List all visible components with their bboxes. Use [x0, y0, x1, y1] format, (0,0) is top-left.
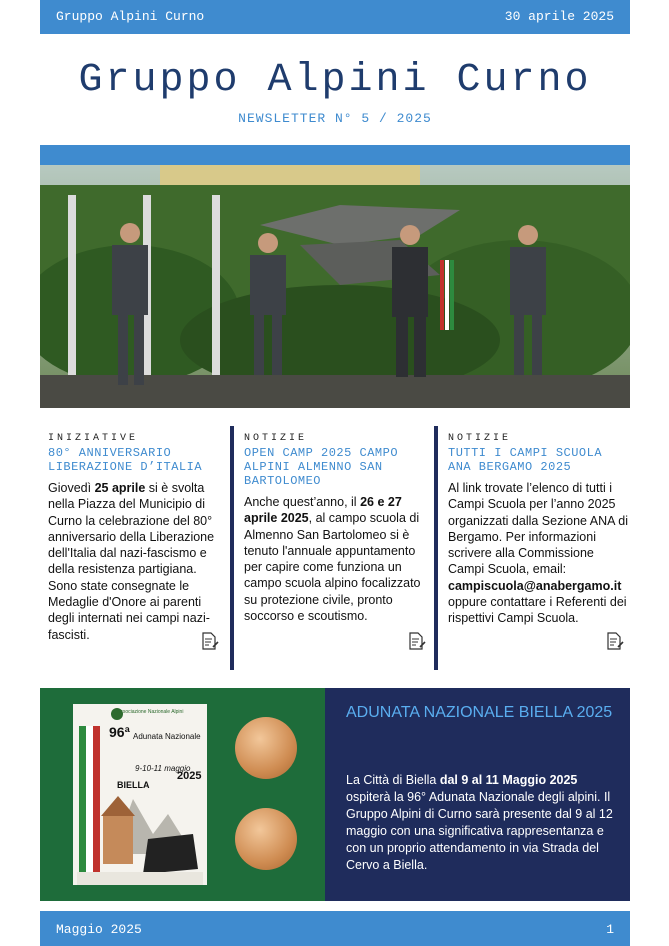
- adunata-poster: [73, 704, 207, 885]
- article-title[interactable]: TUTTI I CAMPI SCUOLA ANA BERGAMO 2025: [448, 446, 603, 474]
- footer-month: Maggio 2025: [56, 922, 142, 937]
- document-edit-icon[interactable]: [606, 632, 624, 650]
- article-body: Giovedì 25 aprile si è svolta nella Piazza del Municipio di Curno la celebrazione del 80° anniversario della Liberazione dell'Italia dal nazi-fascismo e della resistenza partigiana. Sono state consegnate le Medaglie d'Onore ai parenti degli internati nei campi nazi-fascisti.: [48, 481, 215, 642]
- article-category: NOTIZIE: [244, 433, 308, 444]
- poster-number: 96ª: [109, 724, 130, 740]
- medal-front: [235, 717, 297, 779]
- page-number: 1: [606, 922, 614, 937]
- adunata-title[interactable]: ADUNATA NAZIONALE BIELLA 2025: [346, 704, 613, 721]
- article-category: INIZIATIVE: [48, 433, 139, 444]
- group-photo-icon: [40, 165, 630, 408]
- photo-strip: [40, 145, 630, 165]
- top-bar: [40, 0, 630, 34]
- page-title: Gruppo Alpini Curno: [78, 58, 592, 103]
- document-edit-icon[interactable]: [408, 632, 426, 650]
- issue-date: 30 aprile 2025: [504, 9, 614, 24]
- org-name: Gruppo Alpini Curno: [56, 9, 205, 24]
- poster-year: 2025: [177, 770, 202, 782]
- article-body: Al link trovate l’elenco di tutti i Campi Scuola per l’anno 2025 organizzati dalla Sezione ANA di Bergamo. Per informazioni scrivere alla Commissione Campi Scuola, email: campiscuola@anabergamo.it oppure contattare i Referenti dei rispettivi Campi Scuola.: [448, 481, 628, 626]
- column-divider: [230, 426, 234, 670]
- article-category: NOTIZIE: [448, 433, 512, 444]
- poster-city: BIELLA: [117, 780, 150, 790]
- email-link[interactable]: campiscuola@anabergamo.it: [448, 578, 622, 593]
- poster-assoc: Associazione Nazionale Alpini: [117, 709, 184, 715]
- article-open-camp: [236, 426, 432, 670]
- article-body: Anche quest’anno, il 26 e 27 aprile 2025, al campo scuola di Almenno San Bartolomeo si è tenuto l'annuale appuntamento per capire come funziona un campo scuola alpino focalizzato su protezione civile, pronto soccorso e scoutismo.: [244, 495, 421, 624]
- article-campi-scuola: [440, 426, 630, 670]
- poster-label: Adunata Nazionale: [133, 732, 201, 741]
- column-divider: [434, 426, 438, 670]
- newsletter-number: NEWSLETTER N° 5 / 2025: [238, 111, 432, 126]
- article-title[interactable]: 80° ANNIVERSARIO LIBERAZIONE D’ITALIA: [48, 446, 203, 474]
- article-liberazione: [40, 426, 225, 670]
- document-edit-icon[interactable]: [201, 632, 219, 650]
- adunata-body: La Città di Biella dal 9 al 11 Maggio 2025 ospiterà la 96° Adunata Nazionale degli alpini. Il Gruppo Alpini di Curno sarà presente dal 9 al 12 maggio con una significativa rappresentanza e con un proprio attendamento in via Strada del Cervo a Biella.: [346, 773, 613, 872]
- poster-dates: 9-10-11 maggio: [135, 764, 191, 773]
- article-title[interactable]: OPEN CAMP 2025 CAMPO ALPINI ALMENNO SAN BARTOLOMEO: [244, 446, 399, 488]
- medal-back: [235, 808, 297, 870]
- footer-bar: [40, 911, 630, 946]
- group-photo: [40, 165, 630, 408]
